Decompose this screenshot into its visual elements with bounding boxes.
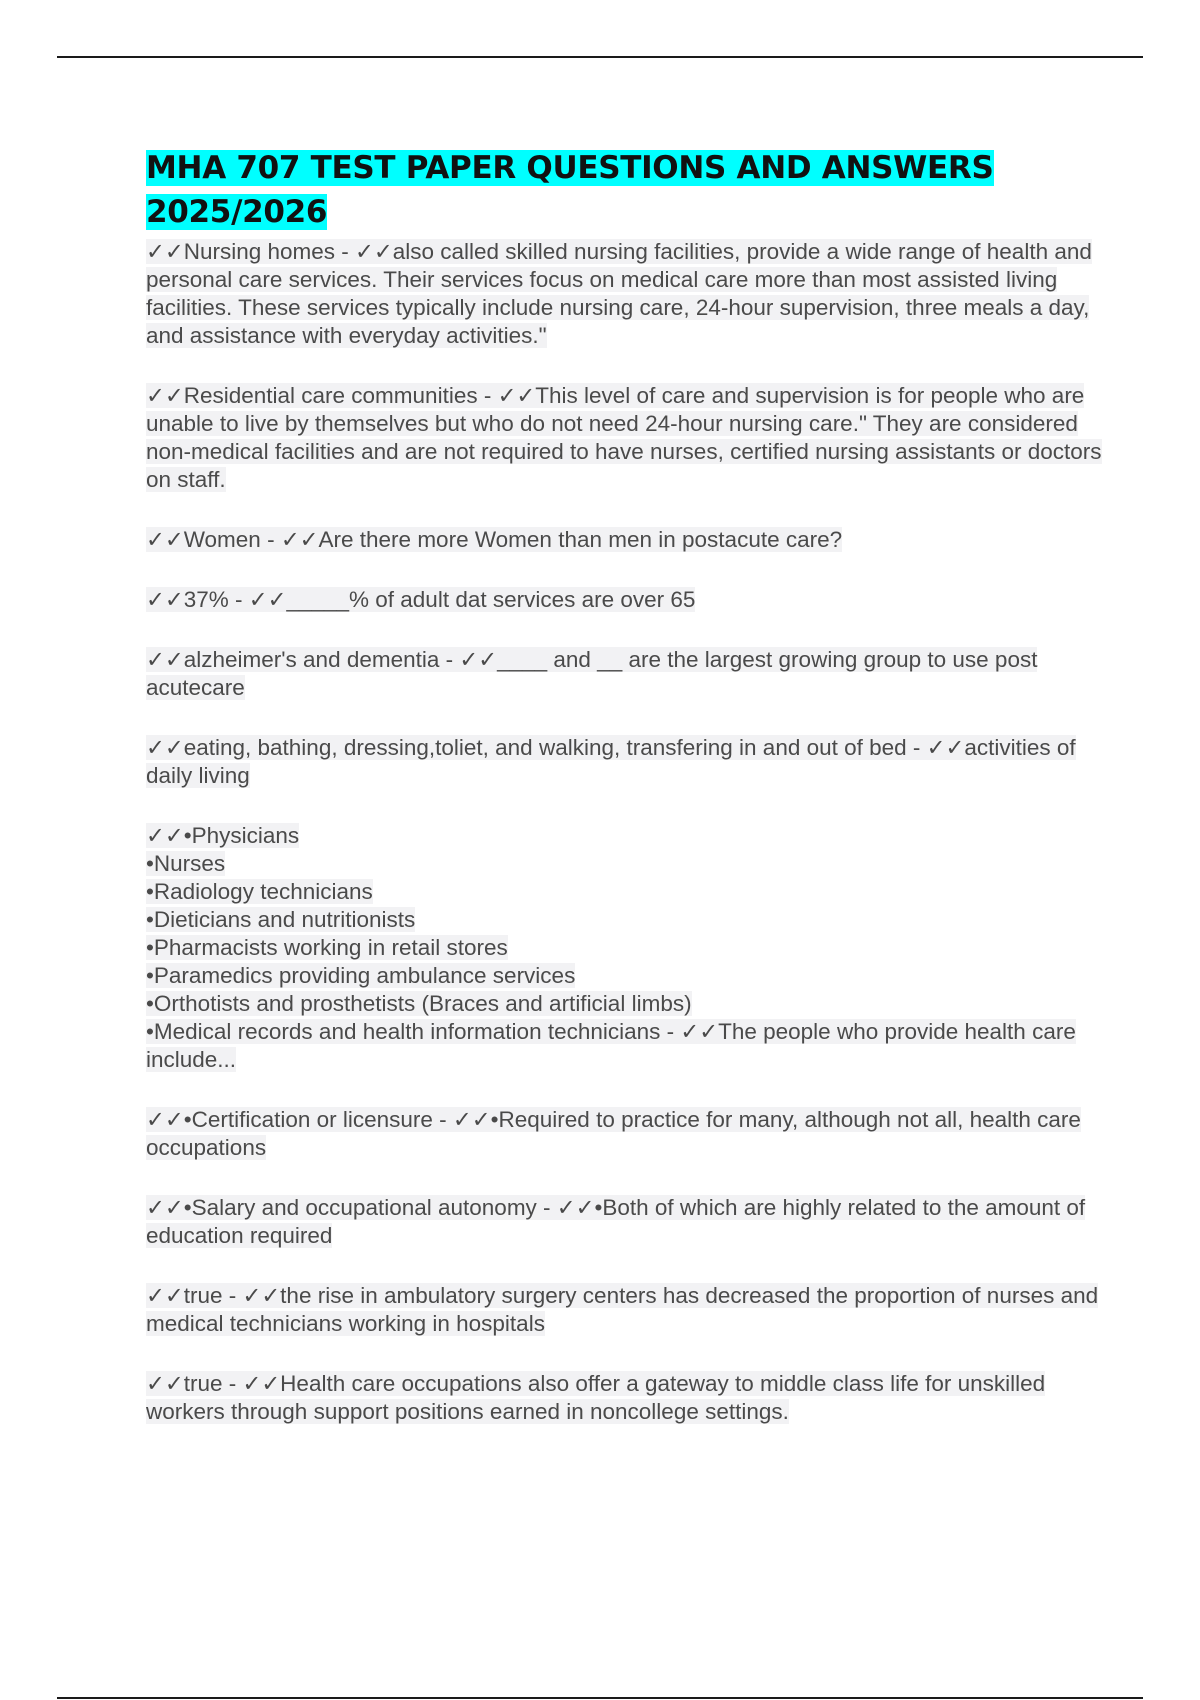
bottom-rule bbox=[57, 1697, 1143, 1699]
document-body bbox=[146, 146, 1106, 1458]
qa-entry-alzheimers: ✓✓alzheimer's and dementia - ✓✓____ and __ are the largest growing group to use post acutecare bbox=[146, 647, 1038, 700]
document-title: MHA 707 TEST PAPER QUESTIONS AND ANSWERS 2025/2026 bbox=[146, 150, 994, 230]
qa-entry-daily-living: ✓✓eating, bathing, dressing,toliet, and walking, transfering in and out of bed - ✓✓activities of daily living bbox=[146, 735, 1076, 788]
qa-entry-certification: ✓✓•Certification or licensure - ✓✓•Required to practice for many, although not all, health care occupations bbox=[146, 1107, 1081, 1160]
qa-entry-nursing-homes: ✓✓Nursing homes - ✓✓also called skilled nursing facilities, provide a wide range of health and personal care services. Their services focus on medical care more than most assisted living facilities. These services typically include nursing care, 24-hour supervision, three meals a day, and assistance with everyday activities." bbox=[146, 239, 1092, 348]
qa-entry-ambulatory: ✓✓true - ✓✓the rise in ambulatory surgery centers has decreased the proportion of nurses and medical technicians working in hospitals bbox=[146, 1283, 1099, 1336]
qa-entry-37-percent: ✓✓37% - ✓✓_____% of adult dat services are over 65 bbox=[146, 587, 696, 612]
qa-entry-providers: ✓✓•Physicians •Nurses •Radiology technicians •Dieticians and nutritionists •Pharmacists working in retail stores •Paramedics providing ambulance services •Orthotists and prosthetists (Braces and artificial limbs) •Medical records and health information technicians - ✓✓The people who provide health care include... bbox=[146, 823, 1076, 1072]
qa-entry-women: ✓✓Women - ✓✓Are there more Women than men in postacute care? bbox=[146, 527, 843, 552]
qa-entry-gateway: ✓✓true - ✓✓Health care occupations also offer a gateway to middle class life for unskilled workers through support positions earned in noncollege settings. bbox=[146, 1371, 1046, 1424]
qa-entry-residential-care: ✓✓Residential care communities - ✓✓This level of care and supervision is for people who are unable to live by themselves but who do not need 24-hour nursing care." They are considered non-medical facilities and are not required to have nurses, certified nursing assistants or doctors on staff. bbox=[146, 383, 1102, 492]
qa-entry-salary: ✓✓•Salary and occupational autonomy - ✓✓•Both of which are highly related to the amount of education required bbox=[146, 1195, 1086, 1248]
top-rule bbox=[57, 56, 1143, 58]
